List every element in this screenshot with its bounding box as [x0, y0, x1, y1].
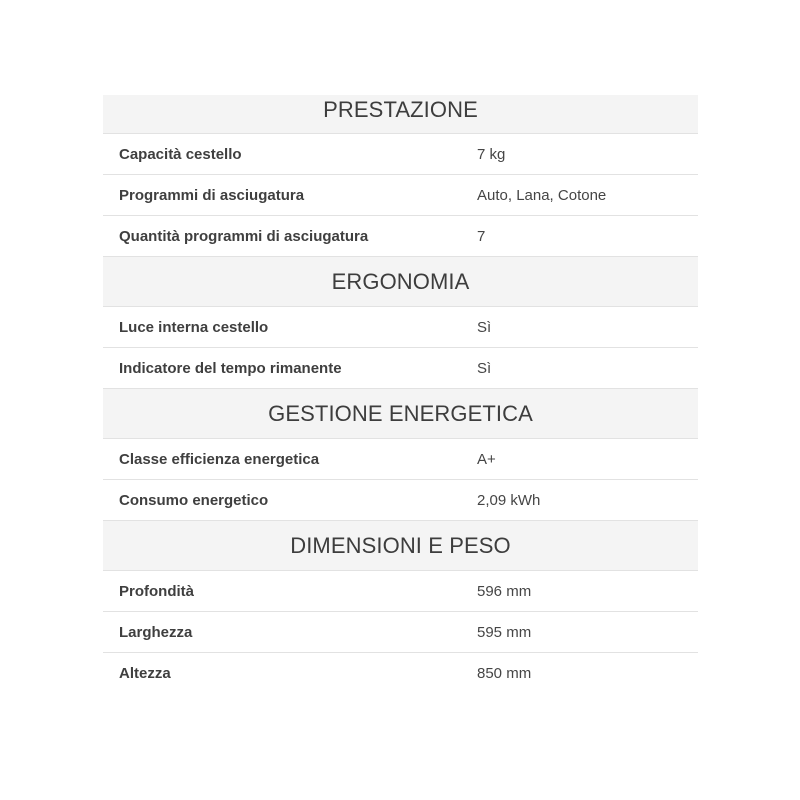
- spec-value: 596 mm: [477, 582, 532, 600]
- spec-row-consumo-energetico: [103, 480, 698, 521]
- spec-row-indicatore-tempo: [103, 348, 698, 389]
- spec-row-programmi-asciugatura: [103, 175, 698, 216]
- spec-row-altezza: [103, 653, 698, 694]
- spec-value: 7 kg: [477, 145, 506, 163]
- spec-label: Consumo energetico: [119, 491, 269, 509]
- spec-value: Sì: [477, 359, 492, 377]
- spec-label: Profondità: [119, 582, 194, 600]
- spec-value: Auto, Lana, Cotone: [477, 186, 607, 204]
- spec-row-classe-efficienza: [103, 439, 698, 480]
- spec-value: A+: [477, 450, 496, 468]
- spec-value: 2,09 kWh: [477, 491, 541, 509]
- spec-label: Altezza: [119, 665, 171, 682]
- spec-label: Classe efficienza energetica: [119, 450, 320, 468]
- spec-value: 7: [477, 227, 486, 245]
- spec-row-larghezza: [103, 612, 698, 653]
- spec-value: Sì: [477, 318, 492, 336]
- spec-value: 595 mm: [477, 623, 532, 641]
- spec-label: Capacità cestello: [119, 145, 242, 163]
- spec-row-capacita-cestello: [103, 134, 698, 175]
- spec-row-quantita-programmi: [103, 216, 698, 257]
- spec-row-luce-interna: [103, 307, 698, 348]
- spec-table: [103, 95, 698, 694]
- spec-row-profondita: [103, 571, 698, 612]
- section-header-prestazione: PRESTAZIONE: [103, 95, 698, 134]
- spec-label: Luce interna cestello: [119, 318, 269, 336]
- spec-label: Programmi di asciugatura: [119, 186, 305, 204]
- section-header-gestione-energetica: GESTIONE ENERGETICA: [103, 389, 698, 439]
- spec-label: Indicatore del tempo rimanente: [119, 359, 342, 377]
- spec-label: Quantità programmi di asciugatura: [119, 227, 369, 245]
- section-header-ergonomia: ERGONOMIA: [103, 257, 698, 307]
- section-header-dimensioni-peso: DIMENSIONI E PESO: [103, 521, 698, 571]
- spec-value: 850 mm: [477, 665, 532, 682]
- spec-label: Larghezza: [119, 623, 193, 641]
